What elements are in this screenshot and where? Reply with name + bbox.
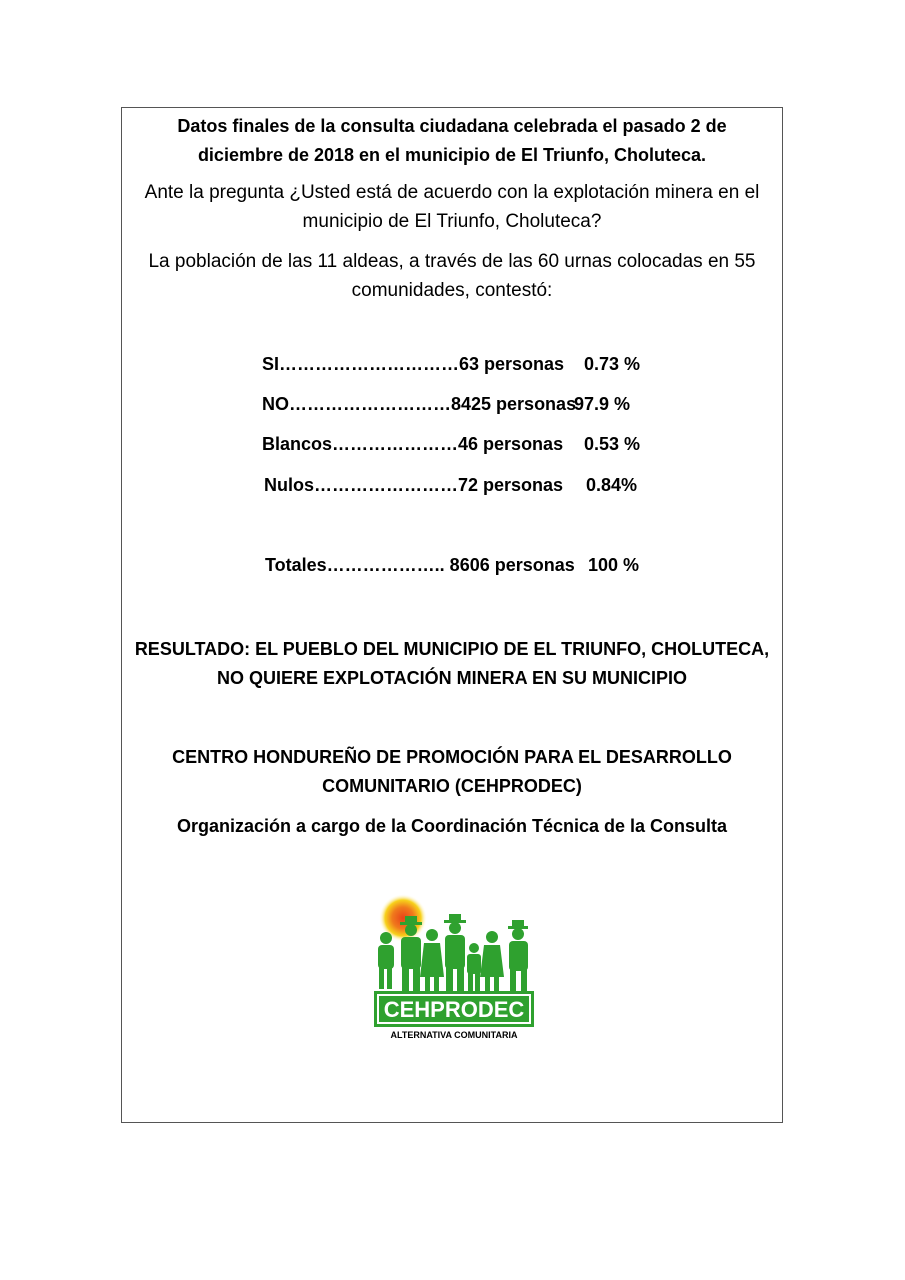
result-percent: 0.53 % [584,434,641,454]
document-frame [121,107,783,1123]
result-label: NO………………………8425 personas [262,394,577,414]
result-line-1: RESULTADO: EL PUEBLO DEL MUNICIPIO DE EL TRIUNFO, CHOLUTECA, [134,639,770,659]
result-line-2: NO QUIERE EXPLOTACIÓN MINERA EN SU MUNICIPIO [216,668,688,688]
org-name-line-2: COMUNITARIO (CEHPRODEC) [322,776,582,796]
result-percent: 0.84% [586,475,638,495]
result-label: Blancos…………………46 personas [262,434,564,454]
org-name-line-1: CENTRO HONDUREÑO DE PROMOCIÓN PARA EL DESARROLLO [172,747,732,767]
result-percent: 0.73 % [584,354,641,374]
title-line-1: Datos finales de la consulta ciudadana celebrada el pasado 2 de [177,116,727,136]
document-title [122,112,782,170]
result-label: Nulos……………………72 personas [264,475,564,495]
question-line-1: Ante la pregunta ¿Usted está de acuerdo con la explotación minera en el [144,182,760,203]
logo-tagline: ALTERNATIVA COMUNITARIA [390,1030,518,1040]
result-row-si [122,354,782,380]
population-line-1: La población de las 11 aldeas, a través de las 60 urnas colocadas en 55 [148,251,756,272]
totals-percent: 100 % [588,555,640,575]
population-paragraph [122,247,782,305]
result-percent: 97.9 % [574,394,631,414]
result-row-no [122,394,782,420]
result-row-totales [122,555,782,581]
question-line-2: municipio de El Triunfo, Choluteca? [302,211,602,232]
result-row-blancos [122,434,782,460]
cehprodec-logo [372,893,536,1041]
organization-role: Organización a cargo de la Coordinación Técnica de la Consulta [176,816,728,836]
result-label: SI…………………………63 personas [262,354,565,374]
result-statement [122,635,782,693]
title-line-2: diciembre de 2018 en el municipio de El Triunfo, Choluteca. [197,145,707,165]
logo-name: CEHPRODEC [383,997,525,1022]
question-paragraph [122,178,782,236]
cehprodec-logo-icon [372,893,536,1041]
organization-name [122,743,782,801]
result-row-nulos [122,475,782,501]
population-line-2: comunidades, contestó: [351,280,553,301]
totals-label: Totales……………….. 8606 personas [265,555,575,575]
